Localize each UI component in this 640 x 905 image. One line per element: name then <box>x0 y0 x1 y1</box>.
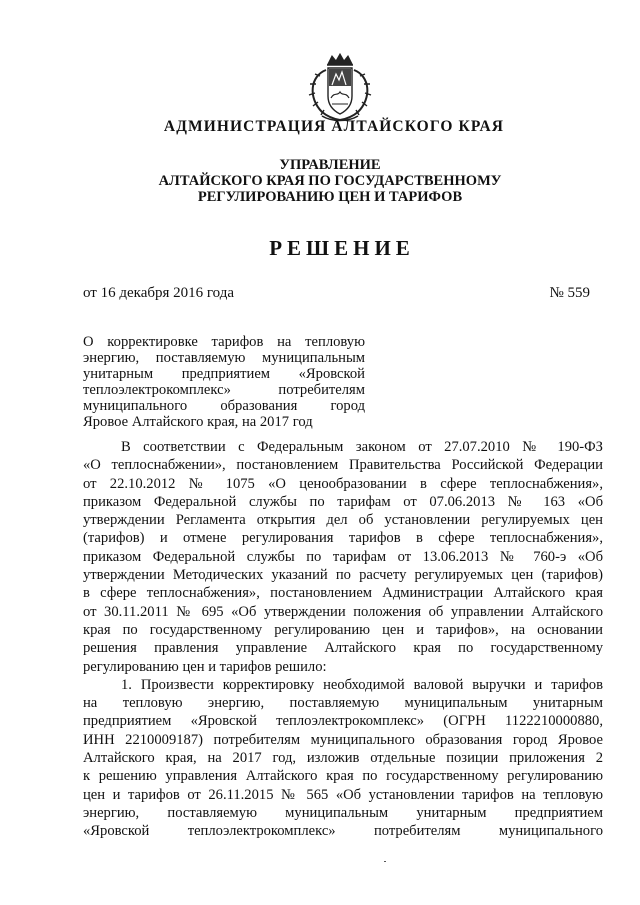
preamble-line: утверждении Регламента открытия дел об установлении регулируемых цен <box>83 512 603 529</box>
item-line: к решению управления Алтайского края по государственному регулированию <box>83 768 603 785</box>
page-mark <box>384 861 386 862</box>
preamble-line: (тарифов) и отмене регулирования тарифов в сфере теплоснабжения», <box>83 530 603 547</box>
preamble-line: от 22.10.2012 № 1075 «О ценообразовании в сфере теплоснабжения», <box>83 475 603 492</box>
preamble-line: в сфере теплоснабжения», постановлением Администрации Алтайского края <box>83 585 603 602</box>
item-line: ИНН 2210009187) потребителям муниципального образования город Яровое <box>83 731 603 748</box>
preamble-line: приказом Федеральной службы по тарифам от 07.06.2013 № 163 «Об <box>83 493 603 510</box>
item-line: Алтайского края, на 2017 год, изложив отдельные позиции приложения 2 <box>83 750 603 767</box>
item-line: энергию, поставляемую муниципальным унитарным предприятием <box>83 804 603 821</box>
subject-line: энергию, поставляемую муниципальным <box>83 350 365 366</box>
preamble-line: «О теплоснабжении», постановлением Правительства Российской Федерации <box>83 457 603 474</box>
item-line: «Яровской теплоэлектрокомплекс» потребителям муниципального <box>83 823 603 840</box>
administration-title: АДМИНИСТРАЦИЯ АЛТАЙСКОГО КРАЯ <box>163 118 505 135</box>
subject-line: муниципального образования город <box>83 398 365 414</box>
subject-line: унитарным предприятием «Яровской <box>83 366 365 382</box>
preamble-line: от 30.11.2011 № 695 «Об утверждении положения об управлении Алтайского <box>83 603 603 620</box>
item-line: 1. Произвести корректировку необходимой валовой выручки и тарифов <box>121 676 603 693</box>
coat-of-arms-icon <box>296 52 384 124</box>
preamble-line: края по государственному регулированию цен и тарифов», на основании <box>83 621 603 638</box>
department-line: АЛТАЙСКОГО КРАЯ ПО ГОСУДАРСТВЕННОМУ <box>158 173 502 189</box>
document-body <box>83 438 603 841</box>
subject-line: Яровое Алтайского края, на 2017 год <box>83 414 313 430</box>
preamble-line: регулированию цен и тарифов решило: <box>83 658 327 675</box>
document-type-heading: РЕШЕНИЕ <box>269 236 415 260</box>
document-subject <box>83 334 365 430</box>
preamble-line: утверждении Методических указаний по расчету регулируемых цен (тарифов) <box>83 567 603 584</box>
document-number: № 559 <box>549 285 590 301</box>
subject-line: теплоэлектрокомплекс» потребителям <box>83 382 365 398</box>
document-date: от 16 декабря 2016 года <box>83 285 235 301</box>
preamble-line: приказом Федеральной службы по тарифам от 13.06.2013 № 760-э «Об <box>83 548 603 565</box>
subject-line: О корректировке тарифов на тепловую <box>83 334 365 350</box>
item-line: цен и тарифов от 26.11.2015 № 565 «Об установлении тарифов на тепловую <box>83 786 603 803</box>
department-line: УПРАВЛЕНИЕ <box>279 157 381 173</box>
item-line: предприятием «Яровской теплоэлектрокомплекс» (ОГРН 1122210000880, <box>83 713 603 730</box>
preamble-line: В соответствии с Федеральным законом от 27.07.2010 № 190-ФЗ <box>121 439 603 455</box>
department-title <box>10 157 640 205</box>
department-line: РЕГУЛИРОВАНИЮ ЦЕН И ТАРИФОВ <box>197 189 463 205</box>
preamble-line: решения правления управление Алтайского края по государственному <box>83 640 603 657</box>
item-line: на тепловую энергию, поставляемую муниципальным унитарным <box>83 695 603 712</box>
